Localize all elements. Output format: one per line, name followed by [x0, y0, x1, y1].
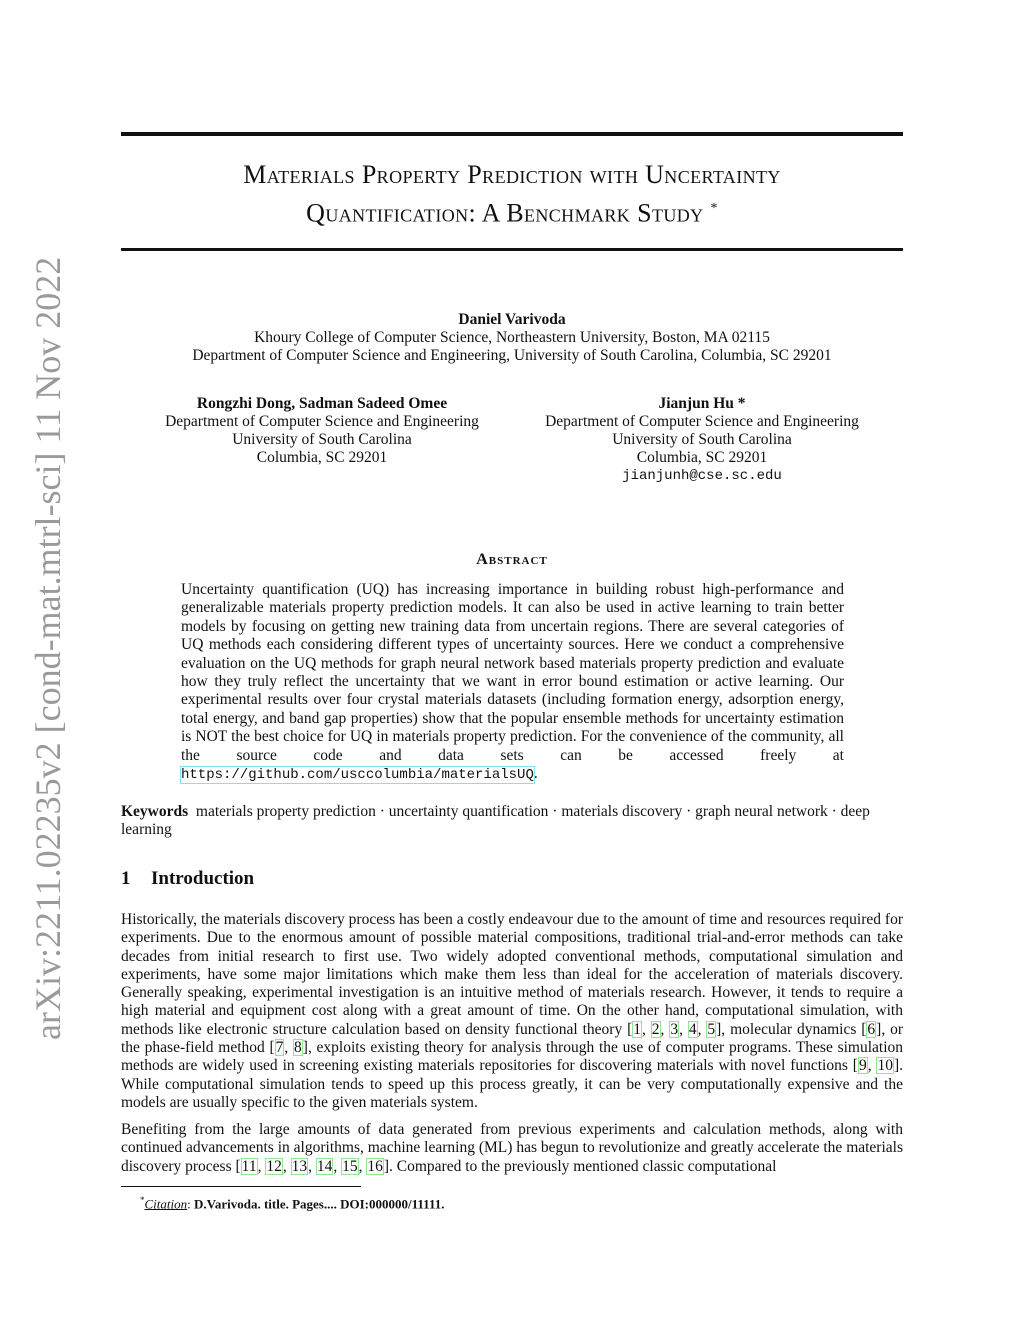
arxiv-sidebar-stamp: arXiv:2211.02235v2 [cond-mat.mtrl-sci] 11 Nov 2022 [28, 256, 68, 1040]
author-email[interactable]: jianjunh@cse.sc.edu [622, 468, 782, 484]
para-text: ], or the phase-field method [ [121, 1020, 904, 1057]
title-bottom-rule [121, 248, 903, 251]
footnote-text: D.Varivoda. title. Pages.... DOI:000000/11111. [194, 1196, 445, 1212]
para-text: ], molecular dynamics [ [716, 1020, 867, 1038]
title-footnote-mark: * [710, 201, 718, 216]
author-department: Department of Computer Science and Engineering [545, 413, 859, 430]
keywords [121, 803, 903, 840]
para-text: ]. Compared to the previously mentioned classic computational [383, 1157, 777, 1175]
author-name: Daniel Varivoda [458, 311, 566, 328]
keywords-label: Keywords [121, 803, 189, 820]
citation-link[interactable]: 10 [877, 1057, 893, 1075]
citation-link[interactable]: 2 [651, 1020, 660, 1038]
source-code-link[interactable]: https://github.com/usccolumbia/materialsUQ [181, 767, 534, 784]
para-text: ], exploits existing theory for analysis through the use of computer programs. These simulation methods are widely used in screening existing materials repositories for discovering materials with novel functions [ [121, 1039, 904, 1075]
footnote-rule [121, 1186, 361, 1187]
para-text: ]. While computational simulation tends to speed up this process greatly, it can be very computationally expensive and the models are usually specific to the given materials system. [121, 1057, 904, 1111]
abstract-text: Uncertainty quantification (UQ) has increasing importance in building robust high-performance and generalizable materials property prediction models. It can also be used in active learning to train better models by focusing on getting new training data from uncertain regions. There are several categories of UQ methods each considering different types of uncertainty sources. Here we conduct a comprehensive evaluation on the UQ methods for graph neural network based materials property prediction and evaluate how they truly reflect the uncertainty that we want in error bound estimation or active learning. Our experimental results over four crystal materials datasets (including formation energy, adsorption energy, total energy, and band gap properties) show that the popular ensemble methods for uncertainty estimation is NOT the best choice for UQ in materials property prediction. For the convenience of the community, all the source code and data sets can be accessed freely at [181, 581, 844, 764]
author-city: Columbia, SC 29201 [256, 449, 388, 466]
author-block-1 [121, 311, 903, 365]
citation-link[interactable]: 12 [266, 1157, 282, 1175]
citation-link[interactable]: 8 [294, 1039, 302, 1057]
abstract-end: . [533, 765, 538, 783]
citation-link[interactable]: 15 [342, 1157, 358, 1175]
author-department: Department of Computer Science and Engineering [165, 413, 479, 430]
title-top-rule [121, 132, 903, 136]
footnote-label: Citation [144, 1196, 188, 1212]
author-university: University of South Carolina [612, 431, 792, 448]
citation-link[interactable]: 5 [707, 1020, 716, 1038]
citation-link[interactable]: 6 [867, 1020, 876, 1038]
author-block-2 [141, 395, 503, 467]
author-city: Columbia, SC 29201 [636, 449, 768, 466]
author-block-3 [521, 395, 883, 485]
citation-link[interactable]: 13 [291, 1157, 308, 1175]
author-university: University of South Carolina [232, 431, 412, 448]
para-text: Benefiting from the large amounts of data generated from previous experiments and calculation methods, along with continued advancements in algorithms, machine learning (ML) has begun to revolutionize and greatly accelerate the materials discovery process [ [121, 1121, 903, 1175]
footnote-mark: * [140, 1195, 145, 1205]
citation-link[interactable]: 11 [241, 1157, 257, 1175]
keywords-text: materials property prediction · uncertainty quantification · materials discovery · graph neural network · deep learning [121, 803, 870, 839]
paper-title [121, 158, 903, 231]
citation-link[interactable]: 3 [670, 1020, 679, 1038]
citation-link[interactable]: 16 [367, 1157, 383, 1175]
section-number: 1 [121, 868, 131, 889]
citation-link[interactable]: 1 [633, 1020, 642, 1038]
citation-link[interactable]: 14 [316, 1157, 333, 1175]
author-name: Jianjun Hu * [658, 395, 746, 412]
title-line-2: Quantification: A Benchmark Study [306, 198, 704, 228]
para-text: Historically, the materials discovery process has been a costly endeavour due to the amount of time and resources required for experiments. Due to the enormous amount of possible material compositions, traditional trial-and-error methods can take decades from initial research to first use. Two widely adopted conventional methods, computational simulation and experiments, have some major limitations which make them less than ideal for the acceleration of materials discovery. Generally speaking, experimental investigation is an intuitive method of materials research. However, it tends to require a high material and equipment cost along with a great amount of time. On the other hand, computational simulation, with methods like electronic structure calculation based on density functional theory [ [121, 911, 903, 1038]
author-affiliation: Department of Computer Science and Engineering, University of South Carolina, Columbia, SC 29201 [192, 347, 832, 364]
citation-link[interactable]: 4 [688, 1020, 697, 1038]
author-name: Rongzhi Dong, Sadman Sadeed Omee [196, 395, 448, 412]
section-heading [121, 868, 254, 890]
author-affiliation: Khoury College of Computer Science, Northeastern University, Boston, MA 02115 [254, 329, 770, 346]
abstract-heading: Abstract [476, 551, 548, 568]
citation-link[interactable]: 9 [858, 1057, 867, 1075]
intro-paragraph-1: Historically, the materials discovery process has been a costly endeavour due to the amount of time and resources required for experiments. Due to the enormous amount of possible material compositions, traditional trial-and-error methods can take decades from initial research to first use. Two widely adopted conventional methods, computational simulation and experiments, have some major limitations which make them less than ideal for the acceleration of materials discovery. Generally speaking, experimental investigation is an intuitive method of materials research. However, it tends to require a high material and equipment cost along with a great amount of time. On the other hand, computational simulation, with methods like electronic structure calculation based on density functional theory [1, 2, 3, 4, 5], molecular dynamics [6], or the phase-field method [7, 8], exploits existing theory for analysis through the use of computer programs. These simulation methods are widely used in screening existing materials repositories for discovering materials with novel functions [9, 10]. While computational simulation tends to speed up this process greatly, it can be very computationally expensive and the models are usually specific to the given materials system. [121, 911, 904, 1111]
abstract-body [181, 581, 844, 784]
intro-paragraph-2: Benefiting from the large amounts of data generated from previous experiments and calculation methods, along with continued advancements in algorithms, machine learning (ML) has begun to revolutionize and greatly accelerate the materials discovery process [11, 12, 13, 14, 15, 16]. Compared to the previously mentioned classic computational [121, 1121, 903, 1175]
citation-link[interactable]: 7 [275, 1039, 284, 1057]
footnote: *Citation: D.Varivoda. title. Pages.... DOI:000000/11111. [140, 1195, 445, 1212]
title-line-1: Materials Property Prediction with Uncertainty [243, 160, 781, 189]
section-title: Introduction [151, 868, 255, 889]
